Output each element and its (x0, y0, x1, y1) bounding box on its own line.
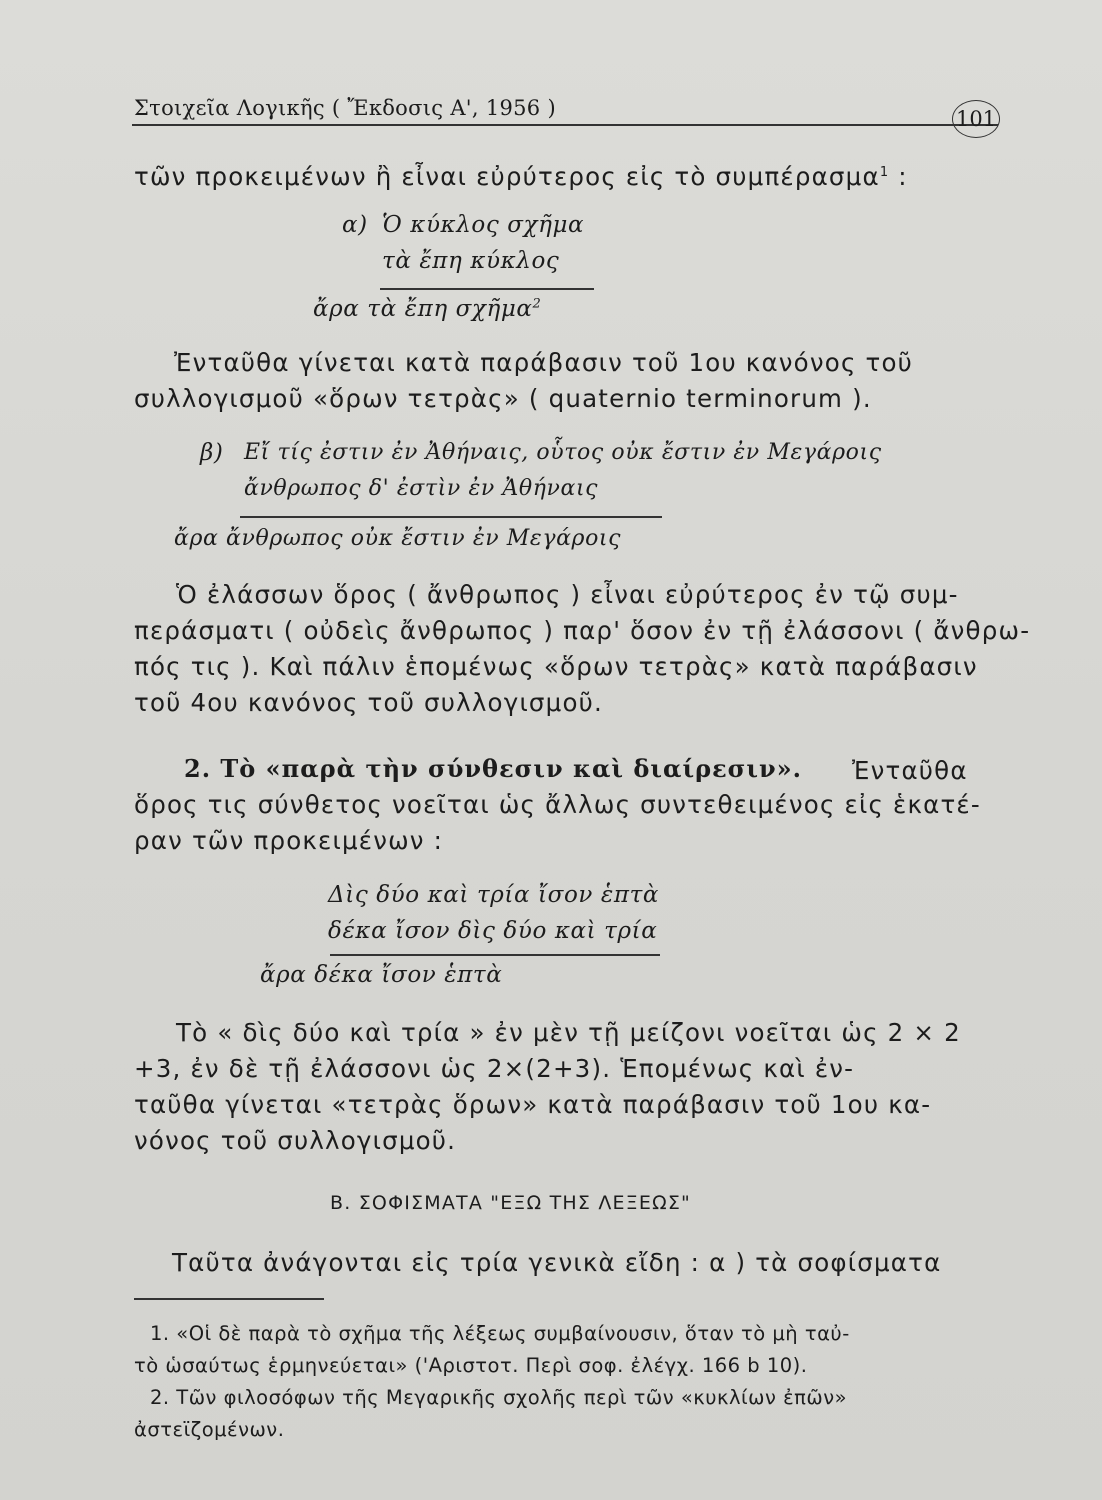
para1-line1: Ἐνταῦθα γίνεται κατὰ παράβασιν τοῦ 1ου κανόνος τοῦ (174, 348, 914, 377)
example-b-premise2: ἄνθρωπος δ' ἐστὶν ἐν Ἀθήναις (244, 476, 599, 501)
para1-line2: συλλογισμοῦ «ὅρων τετρὰς» ( quaternio terminorum ). (134, 384, 872, 413)
section-b-title: Β. ΣΟΦΙΣΜΑΤΑ "ΕΞΩ ΤΗΣ ΛΕΞΕΩΣ" (330, 1192, 691, 1214)
section2-line1: Ἐνταῦθα (852, 756, 968, 785)
example-c-conclusion: ἄρα δέκα ἴσον ἑπτὰ (260, 962, 503, 988)
example-b-conclusion: ἄρα ἄνθρωπος οὐκ ἔστιν ἐν Μεγάροις (174, 526, 622, 551)
example-a-premise1: Ὁ κύκλος σχῆμα (382, 212, 585, 238)
example-b-rule (240, 516, 662, 518)
section2-line3: ραν τῶν προκειμένων : (134, 826, 444, 855)
section2-line2: ὅρος τις σύνθετος νοεῖται ὡς ἄλλως συντεθειμένος εἰς ἑκατέ- (134, 790, 981, 819)
para2-line2: περάσματι ( οὐδεὶς ἄνθρωπος ) παρ' ὅσον ἐν τῇ ἐλάσσονι ( ἄνθρω- (134, 616, 1031, 645)
section2-heading: 2. Τὸ «παρὰ τὴν σύνθεσιν καὶ διαίρεσιν». (184, 754, 802, 783)
running-title: Στοιχεῖα Λογικῆς ( Ἔκδοσις Α', 1956 ) (134, 96, 556, 120)
footnote-2-line2: ἀστεϊζομένων. (134, 1418, 285, 1441)
para2-line3: πός τις ). Καὶ πάλιν ἑπομένως «ὅρων τετρὰς» κατὰ παράβασιν (134, 652, 978, 681)
footnote-1-line2: τὸ ὡσαύτως ἑρμηνεύεται» ('Αριστοτ. Περὶ σοφ. ἐλέγχ. 166 b 10). (134, 1354, 808, 1377)
example-b-label: β) (200, 440, 224, 466)
example-c-rule (330, 954, 660, 956)
example-c-premise2: δέκα ἴσον δὶς δύο καὶ τρία (328, 918, 658, 944)
header-rule (132, 124, 998, 126)
example-c-premise1: Δὶς δύο καὶ τρία ἴσον ἑπτὰ (328, 882, 660, 908)
para3-line3: ταῦθα γίνεται «τετρὰς ὅρων» κατὰ παράβασιν τοῦ 1ου κα- (134, 1090, 932, 1119)
example-a-conclusion: ἄρα τὰ ἔπη σχῆμα$^2$ (313, 296, 542, 322)
para4: Ταῦτα ἀνάγονται εἰς τρία γενικὰ εἴδη : α ) τὰ σοφίσματα (172, 1248, 942, 1277)
para2-line1: Ὁ ἐλάσσων ὅρος ( ἄνθρωπος ) εἶναι εὐρύτερος ἐν τῷ συμ- (176, 580, 959, 609)
example-a-rule (380, 288, 594, 290)
para2-line4: τοῦ 4ου κανόνος τοῦ συλλογισμοῦ. (134, 688, 604, 717)
page-number: 101 (952, 100, 1000, 138)
example-a-premise2: τὰ ἔπη κύκλος (382, 248, 560, 274)
example-a-label: α) (342, 212, 368, 238)
para3-line4: νόνος τοῦ συλλογισμοῦ. (134, 1126, 457, 1155)
intro-line: τῶν προκειμένων ἢ εἶναι εὐρύτερος εἰς τὸ συμπέρασμα$^1$ : (134, 162, 908, 191)
para3-line2: +3, ἐν δὲ τῇ ἐλάσσονι ὡς 2×(2+3). Ἑπομένως καὶ ἐν- (134, 1054, 855, 1083)
footnote-rule (134, 1298, 324, 1300)
example-b-premise1: Εἴ τίς ἐστιν ἐν Ἀθήναις, οὗτος οὐκ ἔστιν ἐν Μεγάροις (244, 440, 882, 465)
footnote-1-line1: 1. «Οἱ δὲ παρὰ τὸ σχῆμα τῆς λέξεως συμβαίνουσιν, ὅταν τὸ μὴ ταὐ- (150, 1322, 850, 1345)
para3-line1: Τὸ « δὶς δύο καὶ τρία » ἐν μὲν τῇ μείζονι νοεῖται ὡς 2 × 2 (176, 1018, 961, 1047)
footnote-2-line1: 2. Τῶν φιλοσόφων τῆς Μεγαρικῆς σχολῆς περὶ τῶν «κυκλίων ἐπῶν» (150, 1386, 848, 1409)
